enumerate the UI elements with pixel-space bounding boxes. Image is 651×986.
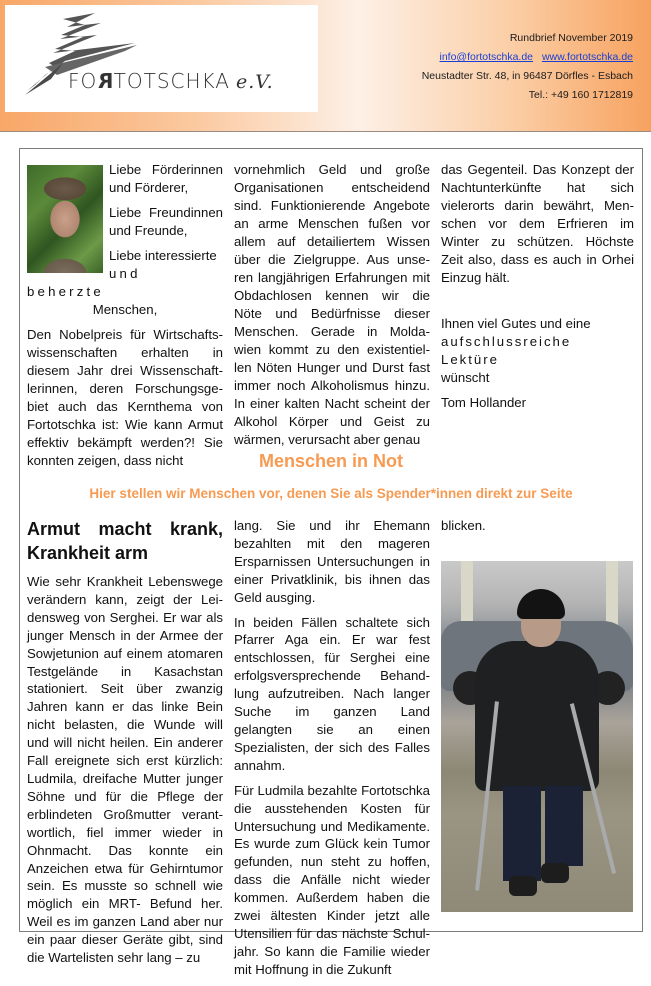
greeting-friends: Liebe Freundinnen und Freunde, [109,205,223,238]
article-column-3 [441,517,634,542]
photo-leg [503,786,541,881]
article-headline: Armut macht krank, Krankheit arm [27,519,223,563]
fortotschka-logo [5,5,318,112]
logo-brushstroke-icon [5,5,318,112]
article-column-2 [234,517,430,986]
letter-paragraph-1: Den Nobelpreis für Wirtschafts-wissenschaften erhalten in diesem Jahr drei Wissenschaft-lerinnen, deren Forschungsge-biet auch das Kernthema von Fortotschka ist: Wie kann Armut effektiv bekämpft werden?! Sie konnten zeigen, dass nicht [27,327,223,468]
article-paragraph-3: In beiden Fällen schaltete sich Pfarrer Aga ein. Er war fest entschlossen, für Serghei eine erfolgsversprechende Behand-lung aufzutreiben. Nach langer Suche im ganzen Land gelangten sie an einen Spezialisten, der sich des Falles annahm. [234,614,430,773]
logo-wordmark: FORTOTSCHKA e.V. [68,69,274,93]
article-column-1 [27,517,223,974]
article-paragraph-4: Für Ludmila bezahlte Fortotschka die ausstehenden Kosten für Untersuchung und Medikamente. Es wurde zum Glück kein Tumor gefunden, nun steht zu hoffen, dass die Anfälle nicht wieder kommen. Außerdem haben die zwei ältesten Kinder jetzt alle Utensilien für das nächste Schul-jahr. So kann die Familie wieder mit Hoffnung in die Zukunft [234,782,430,977]
photo-leg [545,786,583,866]
logo-suffix: e.V. [235,71,274,93]
photo-boot [541,863,569,883]
contact-links [433,51,633,63]
closing-line-1: Ihnen viel Gutes und eine [441,316,591,331]
letter-column-1 [27,161,223,477]
photo-hat [517,589,565,619]
closing-line-2: aufschlussreiche Lektüre [441,334,572,367]
author-portrait [27,165,103,273]
letter-column-2 [234,161,430,456]
letter-column-3 [441,161,634,419]
phone-number: Tel.: +49 160 1712819 [528,89,633,101]
article-paragraph-5: blicken. [441,518,486,533]
postal-address: Neustadter Str. 48, in 96487 Dörfles - Esbach [421,70,633,82]
closing-line-3: wünscht [441,370,490,385]
article-paragraph-1: Wie sehr Krankheit Lebenswege verändern kann, zeigt der Lei-densweg von Serghei. Er war als junger Mensch in der Armee der Sowjetunion auf einem atomaren Testgelände in Kasachstan stationiert. Seit über zwanzig Jahren kann er das linke Bein nicht belasten, die Wunde will und will nicht heilen. Ein anderer Fall ereignete sich erst kürzlich: Ludmila, dreifache Mutter junger Söhne und für die Pflege der erblindeten Großmutter verant-wortlich, fiel immer wieder in Ohnmacht. Das konnte ein Anzeichen etwa für Gehirntumor sein. Es musste so schnell wie möglich ein MRT- Befund her. Weil es im ganzen Land aber nur ein paar dieser Geräte gibt, sind die Wartelisten sehr lang – zu [27,574,223,966]
content-frame [19,148,643,977]
newsletter-date: Rundbrief November 2019 [509,32,633,44]
newsletter-header [0,0,651,132]
greeting-people: Menschen, [92,302,158,317]
section-subtitle: Hier stellen wir Menschen vor, denen Sie als Spender*innen direkt zur Seite [89,486,573,501]
greeting-supporters: Liebe Förderinnen und Förderer, [109,162,223,195]
article-paragraph-2: lang. Sie und ihr Ehemann bezahlten mit den mageren Ersparnissen Untersuchungen in einer Privatklinik, bis ihnen das Geld ausging. [234,518,430,605]
website-link[interactable]: www.fortotschka.de [541,51,633,63]
greeting-interested: Liebe interessierte [109,248,217,263]
email-link[interactable]: info@fortotschka.de [439,51,534,63]
section-title: Menschen in Not [258,451,403,471]
signature: Tom Hollander [441,395,527,410]
letter-paragraph-2: vornehmlich Geld und große Organisationen entscheidend sind. Funktionierende Angebote an arme Menschen fußen vor allem auf detailiertem Wissen über die Zielgruppe. Aus unse-ren langjährigen Erfahrungen mit Obdachlosen kennen wir die Nöte und Bedürfnisse dieser Menschen. Gerade in Molda-wien kommt zu den existentiel-len Nöten Hunger und Durst fast immer noch Alkoholismus hinzu. In einer kalten Nacht scheint der Alkohol Körper und Geist zu wärmen, verursacht aber genau [234,162,430,447]
letter-paragraph-3: das Gegenteil. Das Konzept der Nachtunterkünfte hat sich vielerorts darin bewährt, Men-schen vor dem Erfrieren im Winter zu schützen. Höchste Zeit also, dass es auch in Orhei Einzug hält. [441,162,634,285]
man-with-crutches-photo [441,561,633,912]
greeting-caring: und beherzte [27,266,141,299]
photo-boot [509,876,537,896]
